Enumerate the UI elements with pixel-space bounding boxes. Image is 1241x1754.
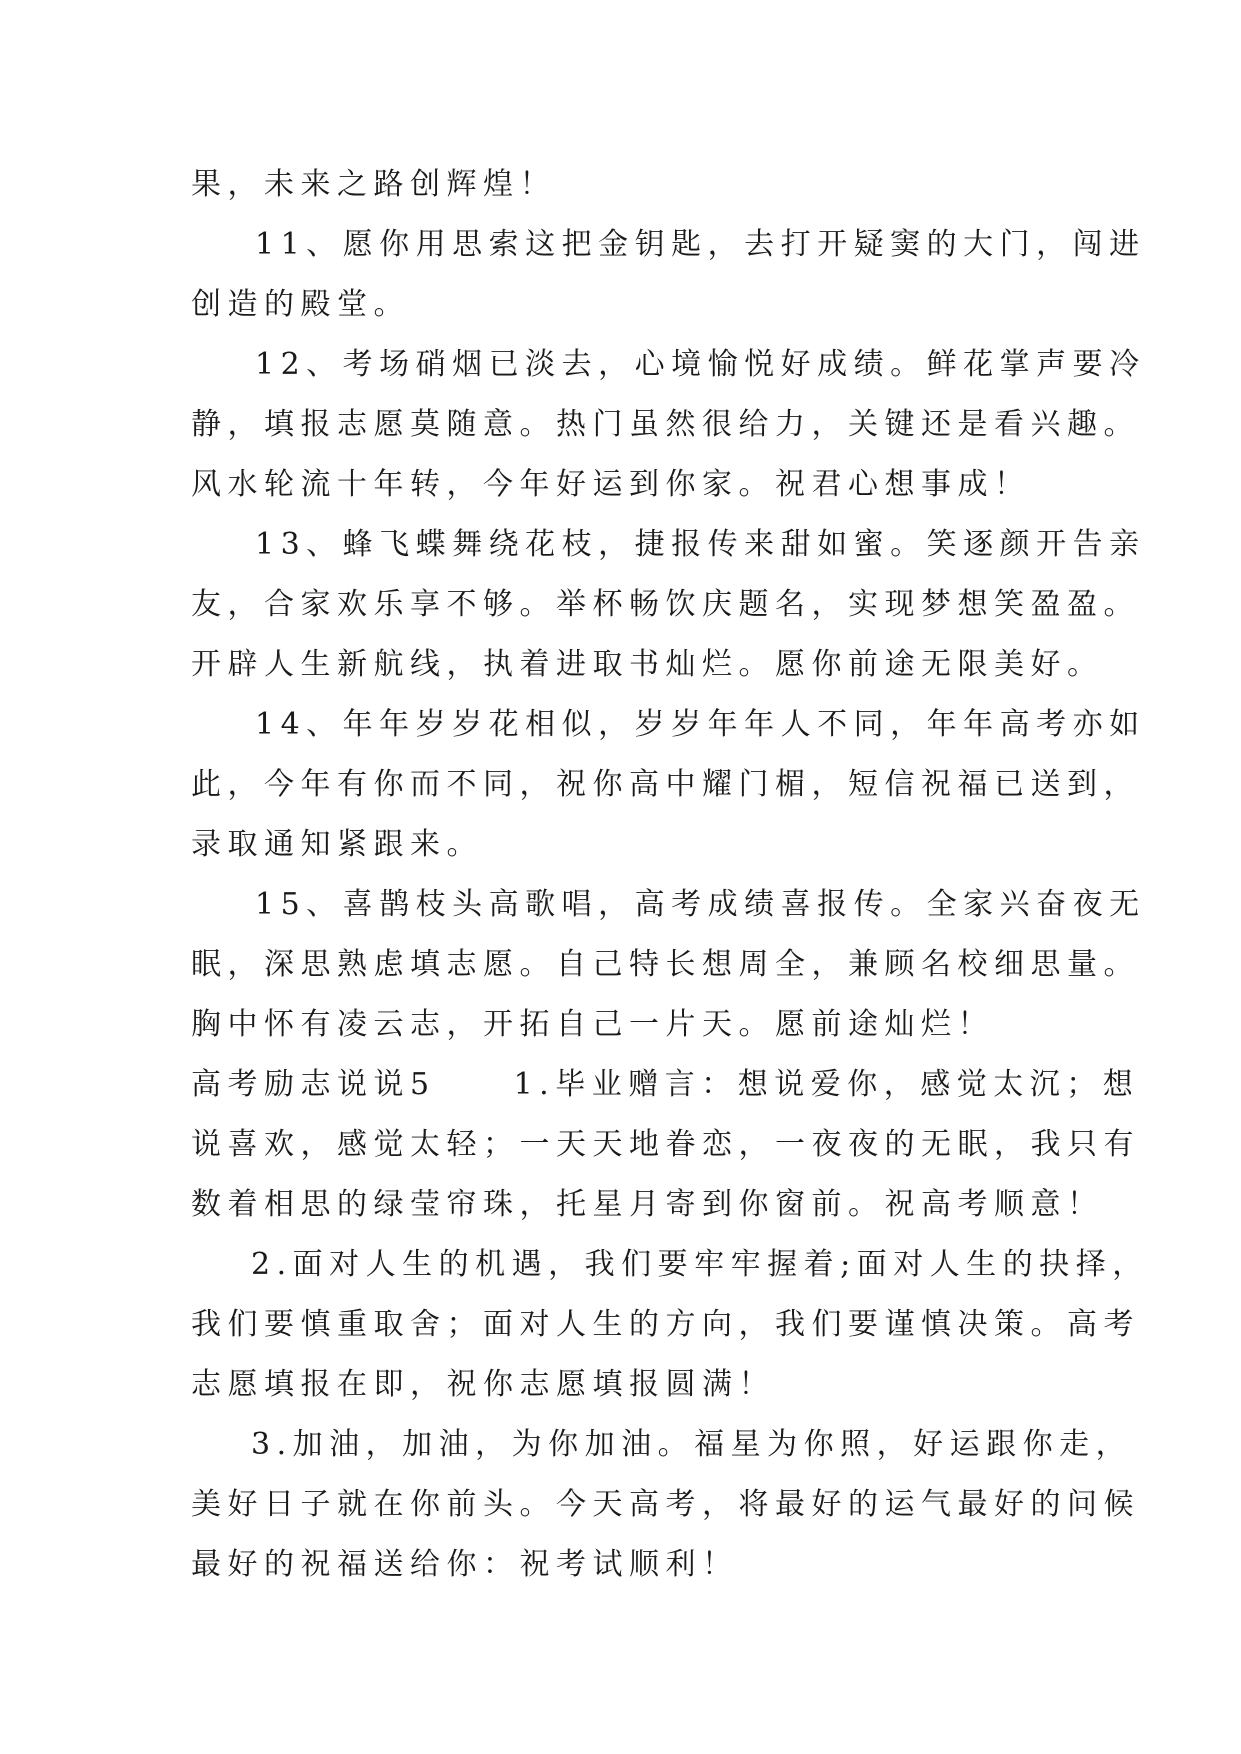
paragraph-12: [191, 335, 1146, 515]
text-line: 静，填报志愿莫随意。热门虽然很给力，关键还是看兴趣。: [191, 407, 1140, 442]
text-line: 胸中怀有凌云志，开拓自己一片天。愿前途灿烂！: [191, 1007, 994, 1042]
text-line: 风水轮流十年转，今年好运到你家。祝君心想事成！: [191, 467, 1031, 502]
paragraph-10-tail: [191, 155, 1051, 215]
text-line: 创造的殿堂。: [191, 287, 410, 322]
text-line: 录取通知紧跟来。: [191, 827, 483, 862]
text-line: 14、年年岁岁花相似，岁岁年年人不同，年年高考亦如: [255, 707, 1146, 742]
text-line: 最好的祝福送给你：祝考试顺利！: [191, 1547, 739, 1582]
paragraph-15: [191, 875, 1146, 1055]
text-line: 13、蜂飞蝶舞绕花枝，捷报传来甜如蜜。笑逐颜开告亲: [255, 527, 1146, 562]
item-3: [191, 1415, 1140, 1595]
paragraph-11: [191, 215, 1146, 335]
text-line: 果，未来之路创辉煌！: [191, 167, 556, 202]
text-line: 15、喜鹊枝头高歌唱，高考成绩喜报传。全家兴奋夜无: [255, 887, 1146, 922]
text-line: 3.加油，加油，为你加油。福星为你照，好运跟你走，: [251, 1427, 1133, 1462]
text-line: 12、考场硝烟已淡去，心境愉悦好成绩。鲜花掌声要冷: [255, 347, 1146, 382]
text-line: 眠，深思熟虑填志愿。自己特长想周全，兼顾名校细思量。: [191, 947, 1140, 982]
item-2: [191, 1235, 1149, 1415]
text-line: 11、愿你用思索这把金钥匙，去打开疑窦的大门，闯进: [255, 227, 1146, 262]
text-line: 开辟人生新航线，执着进取书灿烂。愿你前途无限美好。: [191, 647, 1104, 682]
text-line: 美好日子就在你前头。今天高考，将最好的运气最好的问候: [191, 1487, 1140, 1522]
text-line: 友，合家欢乐享不够。举杯畅饮庆题名，实现梦想笑盈盈。: [191, 587, 1140, 622]
text-line: 我们要慎重取舍；面对人生的方向，我们要谨慎决策。高考: [191, 1307, 1140, 1342]
text-line: 说喜欢，感觉太轻；一天天地眷恋，一夜夜的无眠，我只有: [191, 1127, 1140, 1162]
text-line: [191, 1055, 1140, 1115]
text-span: 1.毕业赠言：想说爱你，感觉太沉；想: [513, 1067, 1140, 1102]
section-5: [191, 1055, 1140, 1235]
text-line: 2.面对人生的机遇，我们要牢牢握着;面对人生的抉择，: [251, 1247, 1149, 1282]
text-line: 数着相思的绿莹帘珠，托星月寄到你窗前。祝高考顺意！: [191, 1187, 1104, 1222]
paragraph-13: [191, 515, 1146, 695]
document-page: [191, 155, 1149, 1595]
text-line: 志愿填报在即，祝你志愿填报圆满！: [191, 1367, 775, 1402]
paragraph-14: [191, 695, 1146, 875]
text-line: 此，今年有你而不同，祝你高中耀门楣，短信祝福已送到，: [191, 767, 1140, 802]
section-heading: 高考励志说说5: [191, 1067, 436, 1102]
